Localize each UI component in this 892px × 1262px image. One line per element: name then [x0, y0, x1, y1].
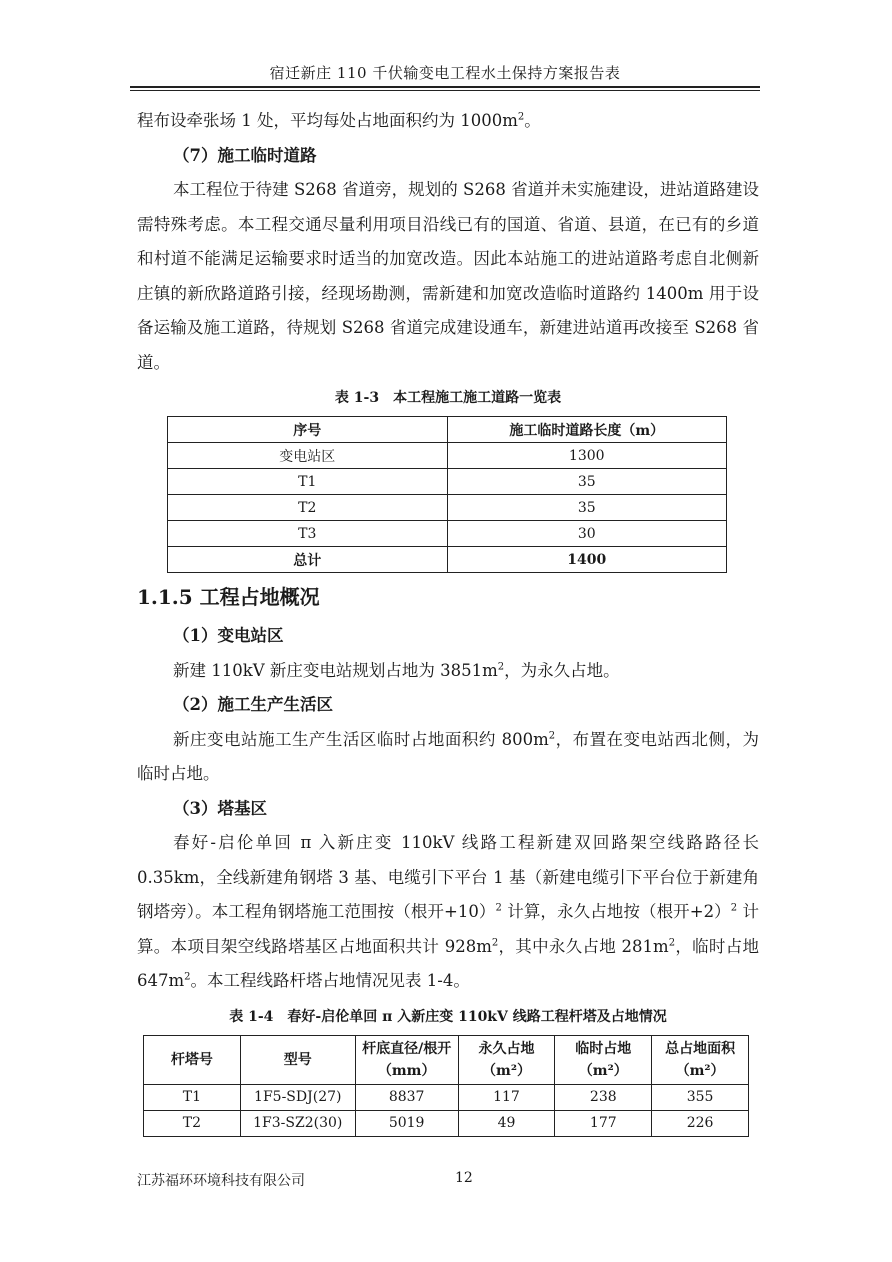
table-cell: 35: [447, 495, 727, 521]
table-1-3-caption: 表 1-3 本工程施工施工道路一览表: [334, 390, 562, 406]
table-cell: 1400: [447, 547, 727, 573]
header-cell: 序号: [168, 417, 448, 443]
table-row: [168, 469, 727, 495]
table-header-row: [168, 417, 727, 443]
subheading-tower-area: （3）塔基区: [173, 798, 267, 818]
table-cell: 117: [458, 1084, 555, 1110]
header-rule-thin: [130, 90, 760, 91]
table-row: [168, 521, 727, 547]
table-1-4-caption: 表 1-4 春好-启伦单回 π 入新庄变 110kV 线路工程杆塔及占地情况: [229, 1008, 667, 1025]
table-cell: 1F5-SDJ(27): [240, 1084, 355, 1110]
header-cell: 临时占地（m²）: [555, 1035, 652, 1084]
table-cell: 1300: [447, 443, 727, 469]
page-number: 12: [455, 1170, 473, 1186]
table-1-4: [143, 1035, 749, 1137]
table-total-row: [168, 547, 727, 573]
subheading-temp-road: （7）施工临时道路: [173, 145, 317, 165]
subheading-construction-area: （2）施工生产生活区: [173, 695, 333, 714]
table-row: [168, 495, 727, 521]
table-cell: 1F3-SZ2(30): [240, 1110, 355, 1136]
table-cell: 355: [652, 1084, 749, 1110]
header-rule: [130, 86, 760, 88]
table-cell: 226: [652, 1110, 749, 1136]
table-cell: 177: [555, 1110, 652, 1136]
table-cell: T3: [168, 521, 448, 547]
paragraph-continued: 程布设牵张场 1 处，平均每处占地面积约为 $1000m^2$。: [137, 111, 541, 130]
paragraph-temp-road: 本工程位于待建 S268 省道旁，规划的 S268 省道并未实施建设，进站道路建设需特殊考虑。本工程交通尽量利用项目沿线已有的国道、省道、县道，在已有的乡道和村道不能满足运输要求时适当的加宽改造。因此本站施工的进站道路考虑自北侧新庄镇的新欣路道路引接，经现场勘测，需新建和加宽改造临时道路约 1400m 用于设备运输及施工道路，待规划 S268 省道完成建设通车，新建进站道再改接至 S268 省道。: [137, 180, 759, 372]
table-cell: 238: [555, 1084, 652, 1110]
table-cell: 8837: [355, 1084, 458, 1110]
paragraph-substation: 新建 110kV 新庄变电站规划占地为 $3851m^2$，为永久占地。: [173, 660, 620, 680]
subheading-substation: （1）变电站区: [173, 626, 284, 645]
table-cell: 5019: [355, 1110, 458, 1136]
header-cell: 总占地面积（m²）: [652, 1035, 749, 1084]
footer-company: 江苏福环环境科技有限公司: [137, 1173, 305, 1189]
header-cell: 永久占地（m²）: [458, 1035, 555, 1084]
page-content: [137, 104, 759, 1137]
header-cell: 型号: [240, 1035, 355, 1084]
table-header-row: [144, 1035, 749, 1084]
table-cell: T1: [144, 1084, 241, 1110]
table-cell: T1: [168, 469, 448, 495]
table-cell: 30: [447, 521, 727, 547]
table-cell: T2: [144, 1110, 241, 1136]
table-1-3: [167, 416, 727, 573]
table-cell: 总计: [168, 547, 448, 573]
header-cell: 杆底直径/根开（mm）: [355, 1035, 458, 1084]
table-row: [144, 1110, 749, 1136]
table-row: [168, 443, 727, 469]
paragraph-construction-area: 新庄变电站施工生产生活区临时占地面积约 $800m^2$，布置在变电站西北侧，为临时占地。: [137, 729, 759, 783]
page-header: 宿迁新庄 110 千伏输变电工程水土保持方案报告表: [269, 64, 621, 82]
table-cell: 35: [447, 469, 727, 495]
table-cell: 变电站区: [168, 443, 448, 469]
table-cell: T2: [168, 495, 448, 521]
table-cell: 49: [458, 1110, 555, 1136]
paragraph-tower-area: 春好-启伦单回 π 入新庄变 110kV 线路工程新建双回路架空线路路径长 0.35km，全线新建角钢塔 3 基、电缆引下平台 1 基（新建电缆引下平台位于新建角钢塔旁）。本工程角钢塔施工范围按（根开+10）$^2$ 计算，永久占地按（根开+2）$^2$ 计算。本项目架空线路塔基区占地面积共计 $928m^2$，其中永久占地 $281m^2$，临时占地 $647m^2$。本工程线路杆塔占地情况见表 1-4。: [137, 833, 759, 990]
section-title: 1.1.5 工程占地概况: [137, 585, 320, 609]
header-cell: 杆塔号: [144, 1035, 241, 1084]
header-cell: 施工临时道路长度（m）: [447, 417, 727, 443]
table-row: [144, 1084, 749, 1110]
